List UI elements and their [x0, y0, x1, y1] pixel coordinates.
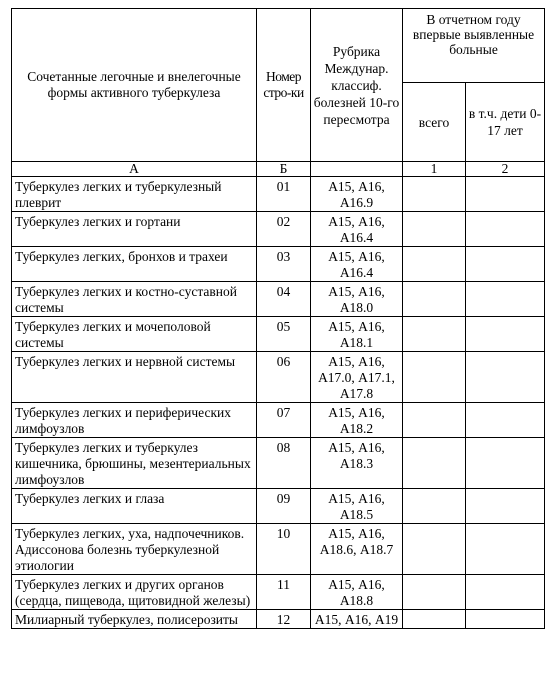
row-total-cell[interactable]: [403, 282, 466, 317]
table-row: [12, 317, 545, 352]
row-name: Туберкулез легких, уха, надпочечников. Адиссонова болезнь туберкулезной этиологии: [12, 524, 257, 575]
row-number: 06: [257, 352, 311, 403]
row-number: 02: [257, 212, 311, 247]
table-row: [12, 247, 545, 282]
row-children-cell[interactable]: [466, 524, 545, 575]
header-row: [12, 9, 545, 83]
row-total-cell[interactable]: [403, 212, 466, 247]
table-row: [12, 352, 545, 403]
row-total-cell[interactable]: [403, 177, 466, 212]
table-row: [12, 575, 545, 610]
row-name: Туберкулез легких и других органов (сердца, пищевода, щитовидной железы): [12, 575, 257, 610]
row-number: 04: [257, 282, 311, 317]
row-icd-code: А15, А16, А18.5: [311, 489, 403, 524]
header-row-number: Номер стро-ки: [257, 9, 311, 162]
row-total-cell[interactable]: [403, 403, 466, 438]
header-total: всего: [403, 83, 466, 162]
row-name: Туберкулез легких и глаза: [12, 489, 257, 524]
row-number: 07: [257, 403, 311, 438]
row-icd-code: А15, А16, А18.6, А18.7: [311, 524, 403, 575]
tuberculosis-form-table: [11, 8, 545, 629]
header-first-detected-group: В отчетном году впервые выявленные больные: [403, 9, 545, 83]
row-number: 11: [257, 575, 311, 610]
row-total-cell[interactable]: [403, 438, 466, 489]
row-number: 08: [257, 438, 311, 489]
row-name: Туберкулез легких и костно-суставной системы: [12, 282, 257, 317]
column-letters-row: [12, 162, 545, 177]
row-number: 12: [257, 610, 311, 629]
row-icd-code: А15, А16, А18.0: [311, 282, 403, 317]
table-row: [12, 489, 545, 524]
row-name: Туберкулез легких и гортани: [12, 212, 257, 247]
row-children-cell[interactable]: [466, 317, 545, 352]
header-combined-forms: Сочетанные легочные и внелегочные формы активного туберкулеза: [12, 9, 257, 162]
table-row: [12, 403, 545, 438]
row-children-cell[interactable]: [466, 438, 545, 489]
column-number-2: 2: [466, 162, 545, 177]
row-icd-code: А15, А16, А19: [311, 610, 403, 629]
row-total-cell[interactable]: [403, 247, 466, 282]
row-number: 10: [257, 524, 311, 575]
row-children-cell[interactable]: [466, 177, 545, 212]
row-name: Туберкулез легких и туберкулез кишечника, брюшины, мезентериальных лимфоузлов: [12, 438, 257, 489]
row-name: Туберкулез легких и мочеполовой системы: [12, 317, 257, 352]
table-row: [12, 212, 545, 247]
row-total-cell[interactable]: [403, 610, 466, 629]
header-icd-rubric: Рубрика Междунар. классиф. болезней 10-го пересмотра: [311, 9, 403, 162]
row-number: 09: [257, 489, 311, 524]
row-number: 03: [257, 247, 311, 282]
row-name: Туберкулез легких и периферических лимфоузлов: [12, 403, 257, 438]
row-children-cell[interactable]: [466, 403, 545, 438]
row-name: Туберкулез легких и нервной системы: [12, 352, 257, 403]
row-total-cell[interactable]: [403, 489, 466, 524]
row-children-cell[interactable]: [466, 352, 545, 403]
table-row: [12, 610, 545, 629]
row-icd-code: А15, А16, А18.1: [311, 317, 403, 352]
row-icd-code: А15, А16, А16.4: [311, 212, 403, 247]
row-icd-code: А15, А16, А16.4: [311, 247, 403, 282]
row-name: Милиарный туберкулез, полисерозиты: [12, 610, 257, 629]
row-total-cell[interactable]: [403, 352, 466, 403]
row-children-cell[interactable]: [466, 212, 545, 247]
row-icd-code: А15, А16, А18.8: [311, 575, 403, 610]
row-icd-code: А15, А16, А18.3: [311, 438, 403, 489]
row-icd-code: А15, А16, А18.2: [311, 403, 403, 438]
row-children-cell[interactable]: [466, 282, 545, 317]
column-letter-code: [311, 162, 403, 177]
row-total-cell[interactable]: [403, 575, 466, 610]
row-children-cell[interactable]: [466, 610, 545, 629]
header-children: в т.ч. дети 0-17 лет: [466, 83, 545, 162]
row-number: 05: [257, 317, 311, 352]
row-children-cell[interactable]: [466, 489, 545, 524]
row-children-cell[interactable]: [466, 247, 545, 282]
table-row: [12, 438, 545, 489]
column-number-1: 1: [403, 162, 466, 177]
table-row: [12, 282, 545, 317]
row-total-cell[interactable]: [403, 524, 466, 575]
row-total-cell[interactable]: [403, 317, 466, 352]
row-icd-code: А15, А16, А16.9: [311, 177, 403, 212]
table-row: [12, 177, 545, 212]
row-name: Туберкулез легких, бронхов и трахеи: [12, 247, 257, 282]
row-name: Туберкулез легких и туберкулезный плеврит: [12, 177, 257, 212]
table-row: [12, 524, 545, 575]
column-letter-b: Б: [257, 162, 311, 177]
column-letter-a: А: [12, 162, 257, 177]
row-number: 01: [257, 177, 311, 212]
row-icd-code: А15, А16, А17.0, А17.1, А17.8: [311, 352, 403, 403]
row-children-cell[interactable]: [466, 575, 545, 610]
